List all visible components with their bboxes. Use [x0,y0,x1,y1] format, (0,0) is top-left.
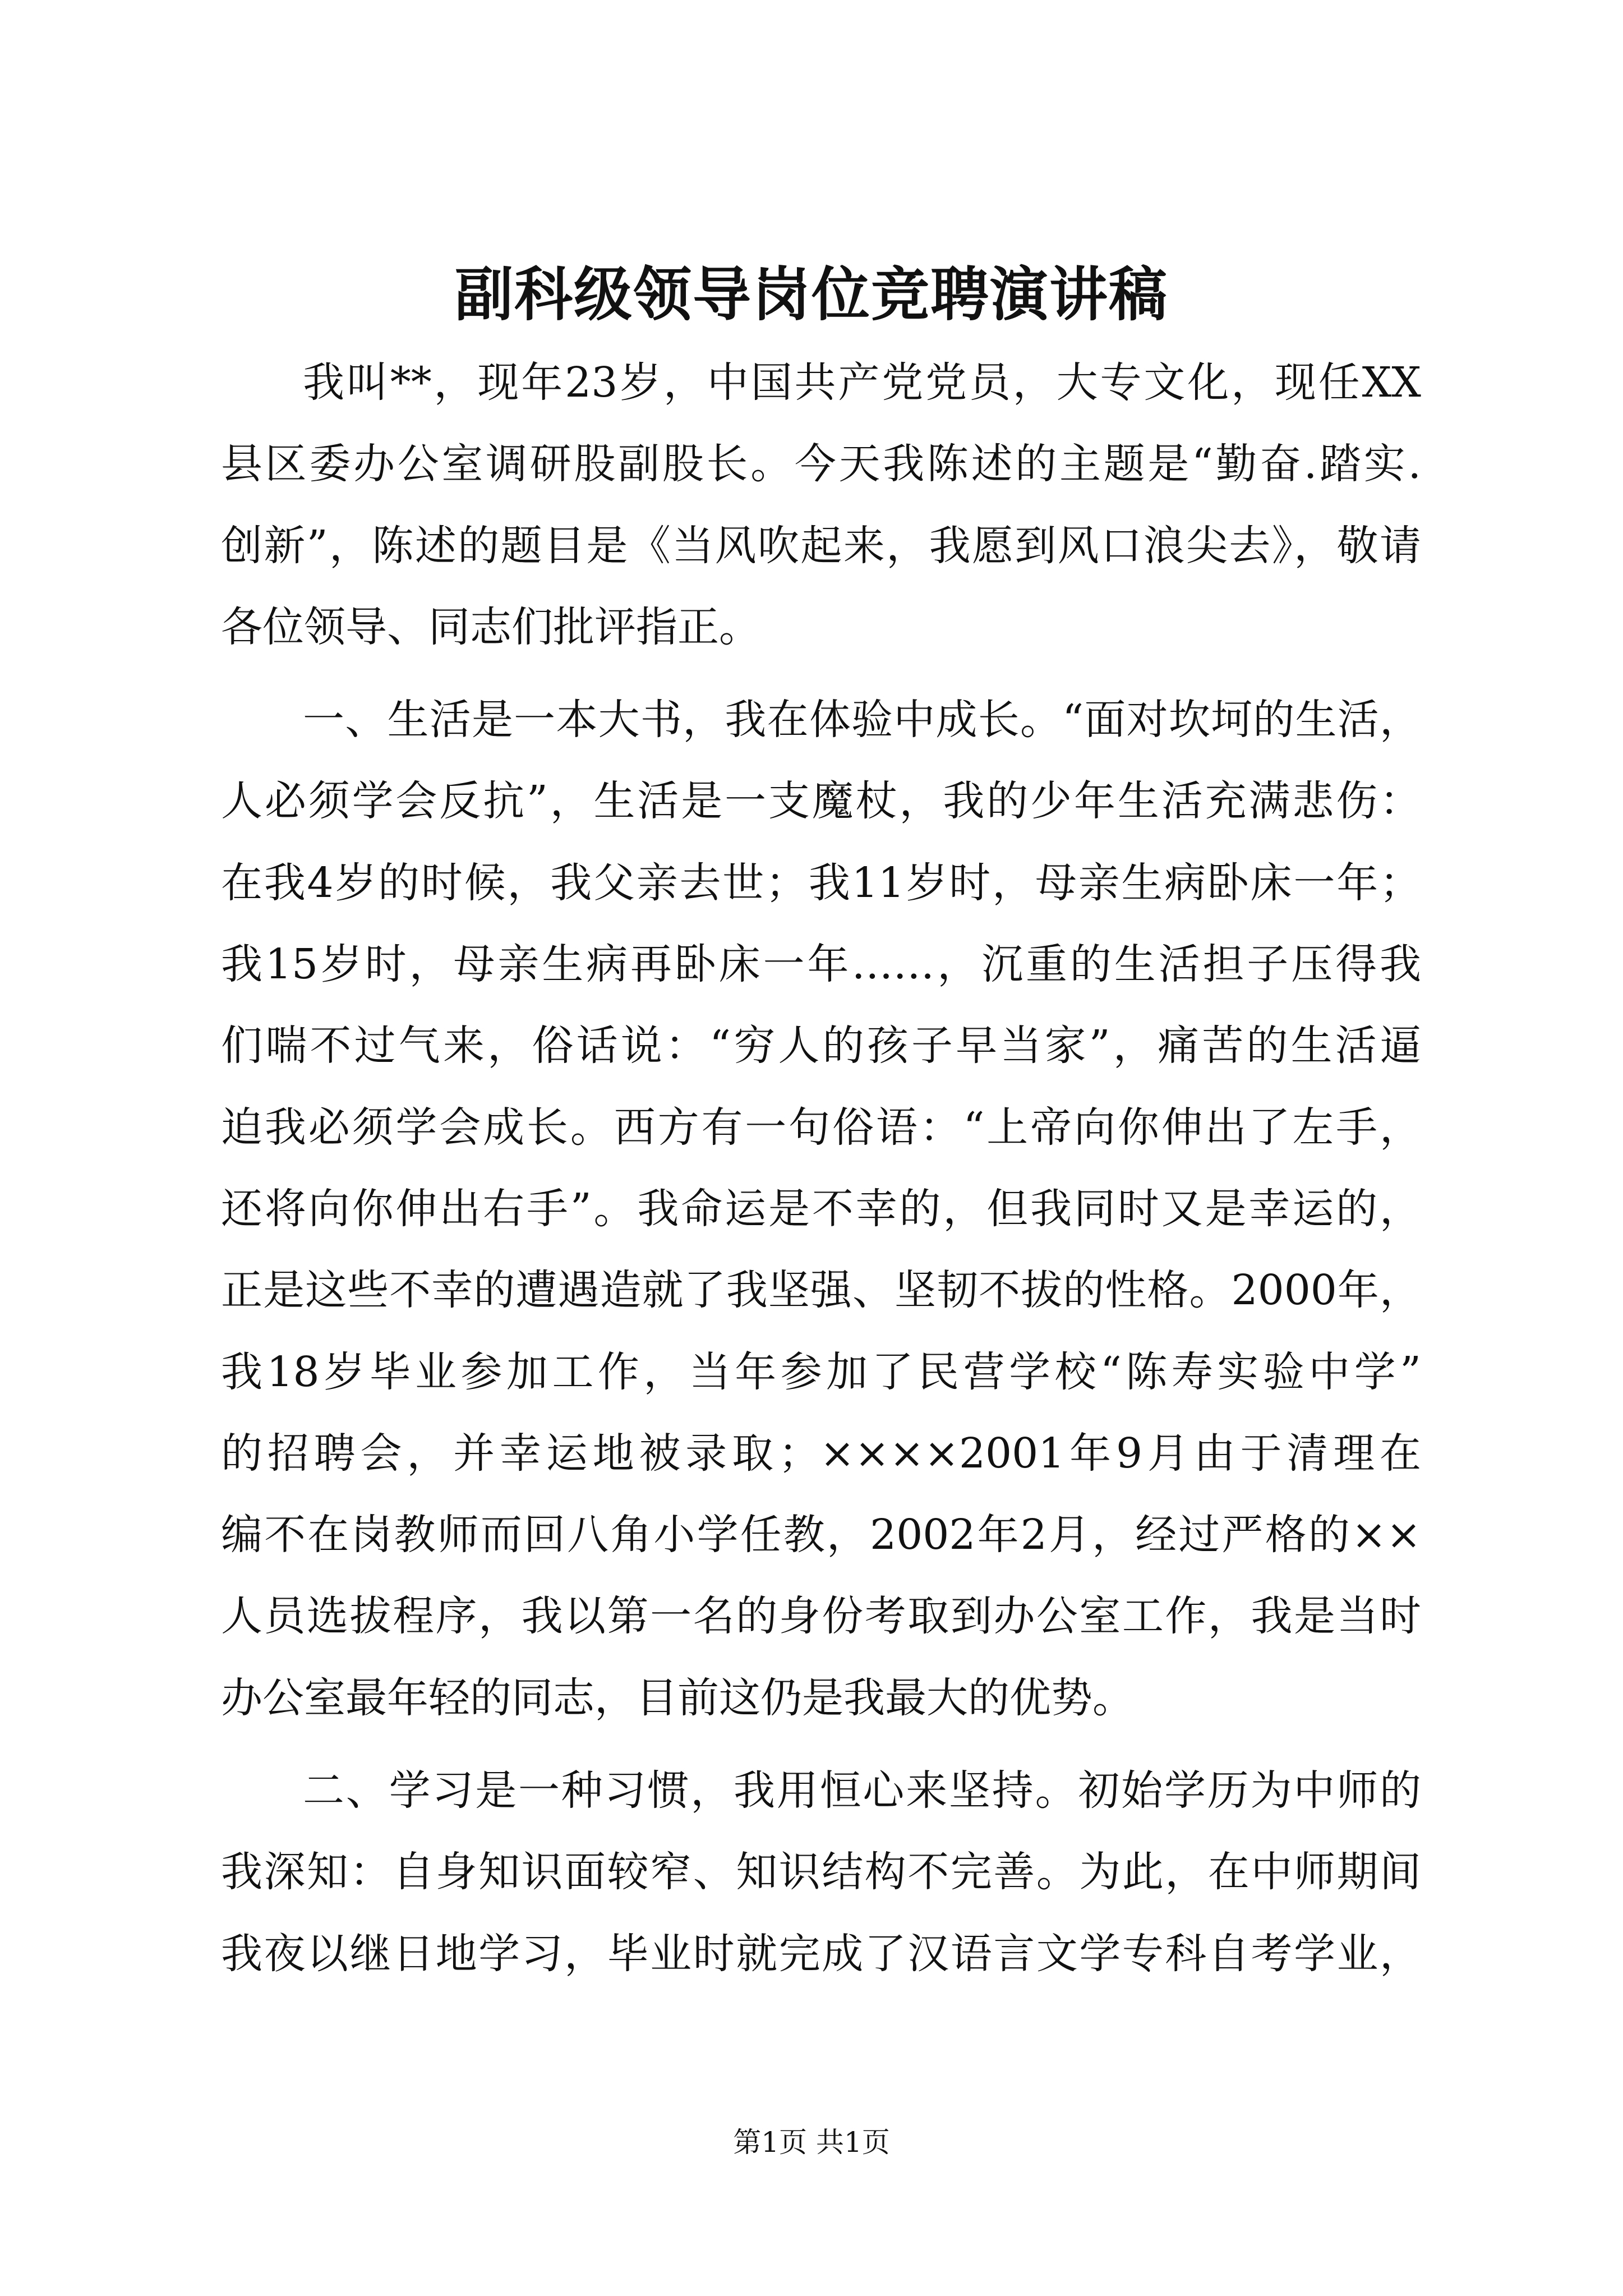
text-line: 们喘不过气来，俗话说：“穷人的孩子早当家”，痛苦的生活逼 [221,1022,1421,1070]
document-title: 副科级领导岗位竞聘演讲稿 [454,260,1168,329]
text-line: 人员选拔程序，我以第一名的身份考取到办公室工作，我是当时 [221,1592,1421,1641]
text-line: 我叫**，现年23岁，中国共产党党员，大专文化，现任XX [303,358,1421,407]
document-body [221,342,1421,1995]
text-line: 一、生活是一本大书，我在体验中成长。“面对坎坷的生活， [303,696,1421,744]
text-line: 我18岁毕业参加工作，当年参加了民营学校“陈寿实验中学” [221,1347,1421,1396]
text-line: 正是这些不幸的遭遇造就了我坚强、坚韧不拔的性格。2000年， [221,1266,1421,1315]
text-line: 人必须学会反抗”，生活是一支魔杖，我的少年生活充满悲伤： [221,777,1421,826]
text-line: 编不在岗教师而回八角小学任教，2002年2月，经过严格的×× [221,1511,1421,1559]
text-line: 在我4岁的时候，我父亲去世；我11岁时，母亲生病卧床一年； [221,858,1421,907]
text-line: 的招聘会，并幸运地被录取；××××2001年9月由于清理在 [221,1429,1421,1478]
text-line: 二、学习是一种习惯，我用恒心来坚持。初始学历为中师的 [303,1766,1421,1815]
text-line: 我15岁时，母亲生病再卧床一年……，沉重的生活担子压得我 [221,940,1421,989]
text-line: 我深知：自身知识面较窄、知识结构不完善。为此，在中师期间 [221,1848,1421,1897]
paragraph-3 [221,1750,1421,1995]
text-line: 各位领导、同志们批评指正。 [221,602,760,651]
text-line: 创新”，陈述的题目是《当风吹起来，我愿到风口浪尖去》，敬请 [221,521,1421,570]
text-line: 县区委办公室调研股副股长。今天我陈述的主题是“勤奋.踏实. [221,440,1421,489]
paragraph-2 [221,679,1421,1739]
paragraph-1 [221,342,1421,668]
text-line: 办公室最年轻的同志，目前这仍是我最大的优势。 [221,1673,1134,1722]
text-line: 还将向你伸出右手”。我命运是不幸的，但我同时又是幸运的， [221,1184,1421,1233]
page-footer: 第1页 共1页 [733,2126,890,2159]
text-line: 迫我必须学会成长。西方有一句俗语：“上帝向你伸出了左手， [221,1103,1421,1152]
text-line: 我夜以继日地学习，毕业时就完成了汉语言文学专科自考学业， [221,1929,1421,1978]
